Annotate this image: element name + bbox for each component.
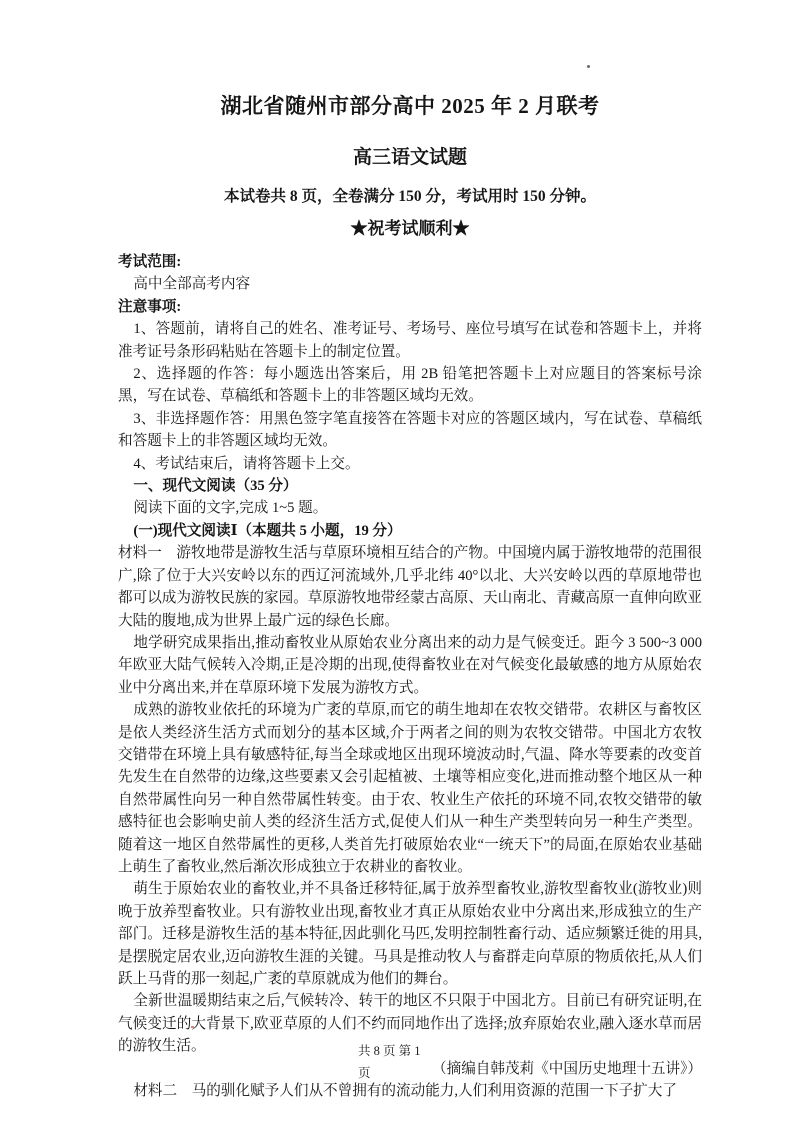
notices-label: 注意事项: — [118, 298, 182, 315]
material-one-paragraph: 地学研究成果指出,推动畜牧业从原始农业分离出来的动力是气候变迁。距今 3 500~3 000 年欧亚大陆气候转入冷期,正是冷期的出现,使得畜牧业在对气候变化最敏感的地方从原始农业中分离出来,并在草原环境下发展为游牧方式。 — [118, 634, 702, 696]
exam-scope-section — [118, 251, 702, 296]
page-content — [118, 90, 702, 1102]
page-number-footer — [358, 1040, 421, 1084]
notice-item: 2、选择题的作答：每小题选出答案后，用 2B 铅笔把答题卡上对应题目的答案标号涂黑，写在试卷、草稿纸和答题卡上的非答题区域均无效。 — [118, 366, 702, 405]
material-one-paragraph: 成熟的游牧业依托的环境为广袤的草原,而它的萌生地却在农牧交错带。农耕区与畜牧区是依人类经济生活方式而划分的基本区域,介于两者之间的则为农牧交错带。中国北方农牧交错带在环境上具有敏感特征,每当全球或地区出现环境波动时,气温、降水等要素的改变首先发生在自然带的边缘,这些要素又会引起植被、土壤等相应变化,进而推动整个地区从一种自然带属性向另一种自然带属性转变。由于农、牧业生产依托的环境不同,农牧交错带的敏感特征也会影响史前人类的经济生活方式,促使人们从一种生产类型转向另一种生产类型。随着这一地区自然带属性的更移,人类首先打破原始农业“一统天下”的局面,在原始农业基础上萌生了畜牧业,然后渐次形成独立于农耕业的畜牧业。 — [118, 702, 702, 875]
notice-item: 4、考试结束后，请将答题卡上交。 — [133, 455, 360, 472]
notice-item: 1、答题前，请将自己的姓名、准考证号、考场号、座位号填写在试卷和答题卡上，并将准考证号条形码粘贴在答题卡上的制定位置。 — [118, 321, 702, 360]
paper-subtitle: 高三语文试题 — [352, 147, 467, 168]
reading-section — [118, 475, 702, 1102]
section-title: 一、现代文阅读（35 分） — [133, 478, 298, 495]
reading-instruction: 阅读下面的文字,完成 1~5 题。 — [133, 500, 328, 517]
material-one-paragraph: 全新世温暖期结束之后,气候转冷、转干的地区不只限于中国北方。目前已有研究证明,在气候变迁的大背景下,欧亚草原的人们不约而同地作出了选择;放弃原始农业,融入逐水草而居的游牧生活。 — [118, 993, 702, 1055]
exam-scope-label: 考试范围: — [118, 254, 182, 270]
notices-section — [118, 296, 702, 475]
exam-info-line: 本试卷共 8 页，全卷满分 150 分，考试用时 150 分钟。 — [223, 188, 596, 205]
subsection-title: (一)现代文阅读Ⅰ（本题共 5 小题，19 分） — [133, 522, 402, 539]
exam-scope-content: 高中全部高考内容 — [133, 276, 251, 293]
paper-title: 湖北省随州市部分高中 2025 年 2 月联考 — [220, 94, 600, 118]
material-one-paragraph: 萌生于原始农业的畜牧业,并不具备迁移特征,属于放养型畜牧业,游牧型畜牧业(游牧业)则晚于放养型畜牧业。只有游牧业出现,畜牧业才真正从原始农业中分离出来,形成独立的生产部门。迁移是游牧生活的基本特征,因此驯化马匹,发明控制牲畜行动、适应频繁迁徙的用具,是摆脱定居农业,迈向游牧生涯的关键。马具是推动牧人与畜群走向草原的物质依托,从人们跃上马背的那一刻起,广袤的草原就成为他们的舞台。 — [118, 881, 702, 987]
material-one-paragraph: 材料一 游牧地带是游牧生活与草原环境相互结合的产物。中国境内属于游牧地带的范围很广,除了位于大兴安岭以东的西辽河流域外,几乎北纬 40°以北、大兴安岭以西的草原地带也都可以成为游牧民族的家园。草原游牧地带经蒙古高原、天山南北、青藏高原一直伸向欧亚大陆的腹地,成为世界上最广远的绿色长廊。 — [118, 545, 702, 629]
page-number-line: 共 8 页 第 1 — [358, 1044, 421, 1058]
material-two-opening: 材料二 马的驯化赋予人们从不曾拥有的流动能力,人们利用资源的范围一下子扩大了 — [133, 1083, 677, 1100]
exam-wish-line: ★祝考试顺利★ — [350, 219, 470, 238]
source-attribution: （摘编自韩茂莉《中国历史地理十五讲》） — [432, 1060, 702, 1077]
ink-speck-icon — [587, 65, 590, 68]
page-number-line: 页 — [358, 1066, 371, 1080]
notice-item: 3、非选择题作答：用黑色签字笔直接答在答题卡对应的答题区域内，写在试卷、草稿纸和答题卡上的非答题区域均无效。 — [118, 410, 702, 450]
